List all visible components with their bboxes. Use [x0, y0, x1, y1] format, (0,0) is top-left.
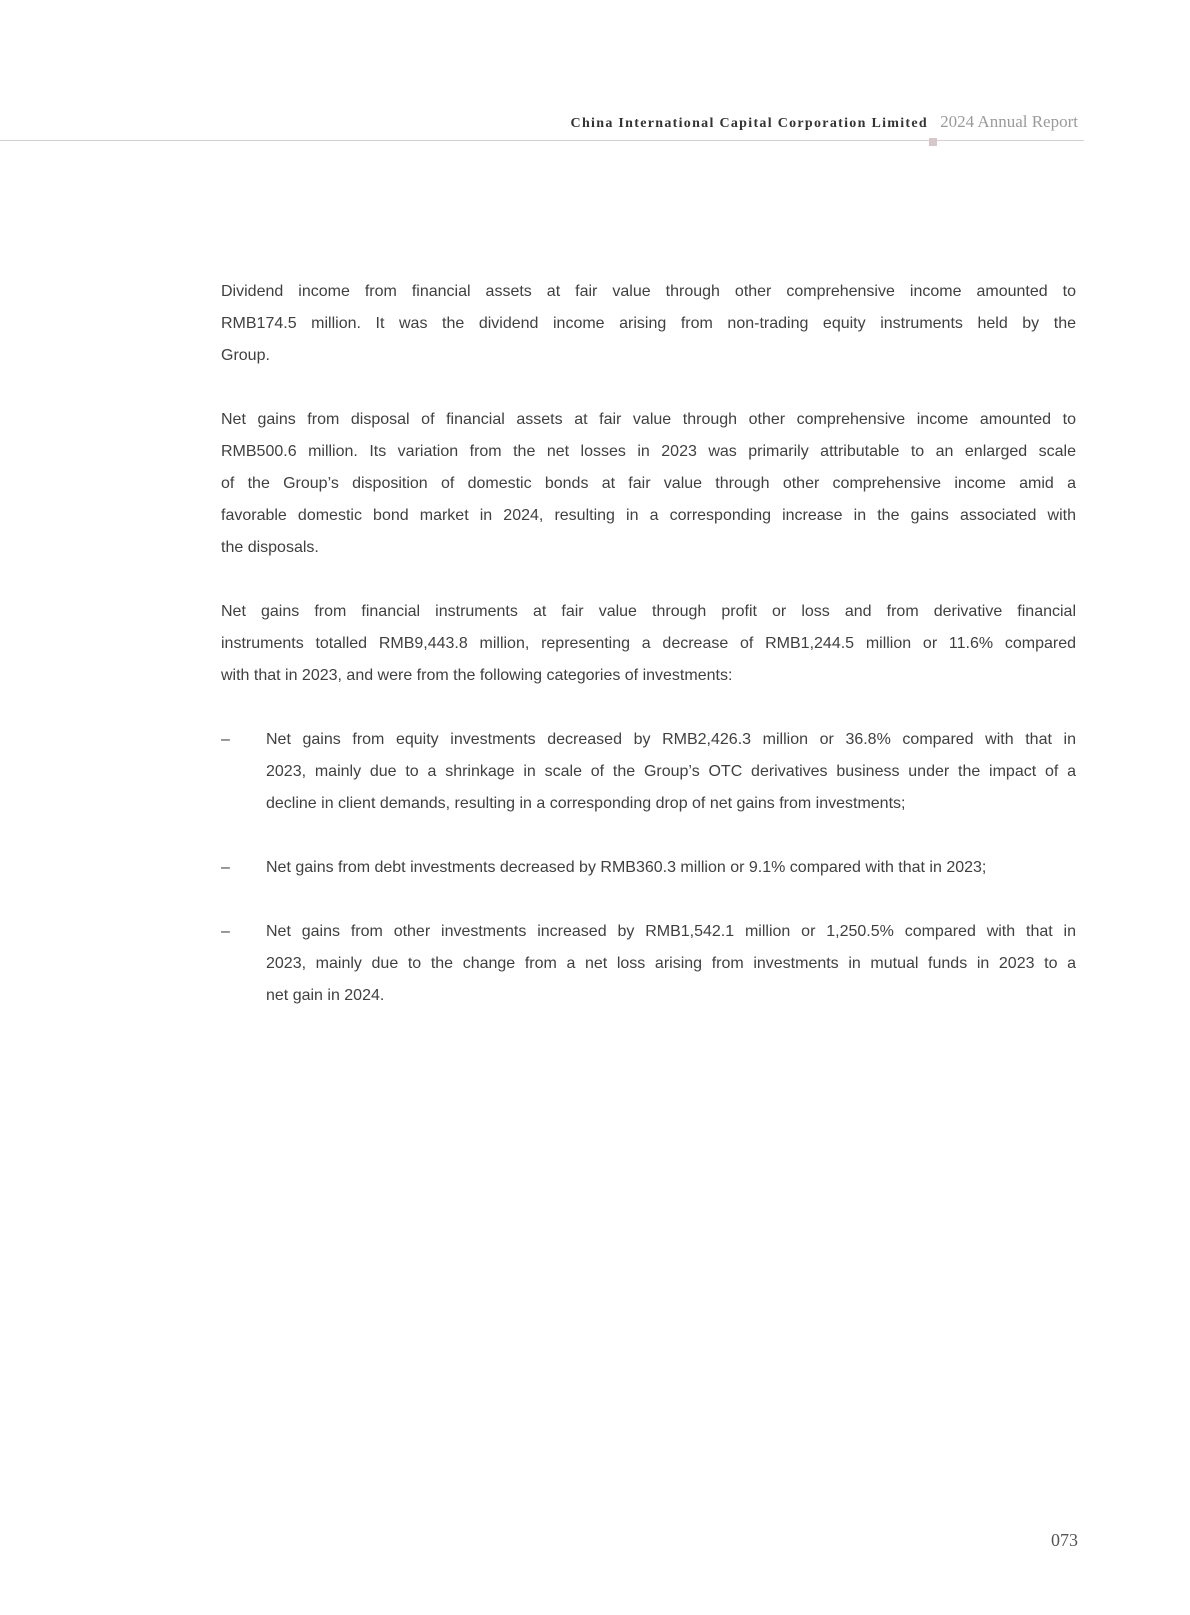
header-marker: [929, 138, 937, 146]
text-line: Dividend income from financial assets at fair value through other comprehensive income amounted to: [221, 283, 1076, 300]
paragraph: [221, 404, 1076, 564]
bullet-item: [221, 724, 1076, 820]
bullet-item: [221, 916, 1076, 1012]
text-line: Net gains from equity investments decreased by RMB2,426.3 million or 36.8% compared with that in: [266, 731, 1076, 748]
page-header: [0, 108, 1084, 141]
text-line: decline in client demands, resulting in a corresponding drop of net gains from investments;: [266, 795, 906, 812]
text-line: Net gains from other investments increased by RMB1,542.1 million or 1,250.5% compared with that in: [266, 923, 1076, 940]
text-line: with that in 2023, and were from the following categories of investments:: [221, 667, 733, 684]
text-line: the disposals.: [221, 539, 319, 556]
text-line: 2023, mainly due to the change from a net loss arising from investments in mutual funds in 2023 to a: [266, 955, 1076, 972]
text-line: Net gains from debt investments decreased by RMB360.3 million or 9.1% compared with that in 2023;: [266, 859, 987, 876]
page-number: 073: [1051, 1530, 1078, 1550]
text-line: Group.: [221, 347, 270, 364]
dash-bullet: –: [221, 731, 230, 748]
company-name: China International Capital Corporation Limited: [570, 116, 928, 131]
report-title: 2024 Annual Report: [940, 112, 1078, 131]
bullet-item: [221, 852, 1076, 884]
text-line: RMB500.6 million. Its variation from the net losses in 2023 was primarily attributable to an enlarged scale: [221, 443, 1076, 460]
text-line: 2023, mainly due to a shrinkage in scale of the Group’s OTC derivatives business under the impact of a: [266, 763, 1076, 780]
dash-bullet: –: [221, 859, 230, 876]
text-line: RMB174.5 million. It was the dividend income arising from non-trading equity instruments held by the: [221, 315, 1076, 332]
text-line: of the Group’s disposition of domestic bonds at fair value through other comprehensive income amid a: [221, 475, 1076, 492]
text-line: Net gains from financial instruments at fair value through profit or loss and from derivative financial: [221, 603, 1076, 620]
paragraph: [221, 596, 1076, 692]
text-line: favorable domestic bond market in 2024, resulting in a corresponding increase in the gains associated with: [221, 507, 1076, 524]
paragraph: [221, 276, 1076, 372]
text-line: net gain in 2024.: [266, 987, 385, 1004]
dash-bullet: –: [221, 923, 230, 940]
text-line: instruments totalled RMB9,443.8 million, representing a decrease of RMB1,244.5 million or 11.6% compared: [221, 635, 1076, 652]
text-line: Net gains from disposal of financial assets at fair value through other comprehensive income amounted to: [221, 411, 1076, 428]
body-text: [221, 276, 1076, 1044]
